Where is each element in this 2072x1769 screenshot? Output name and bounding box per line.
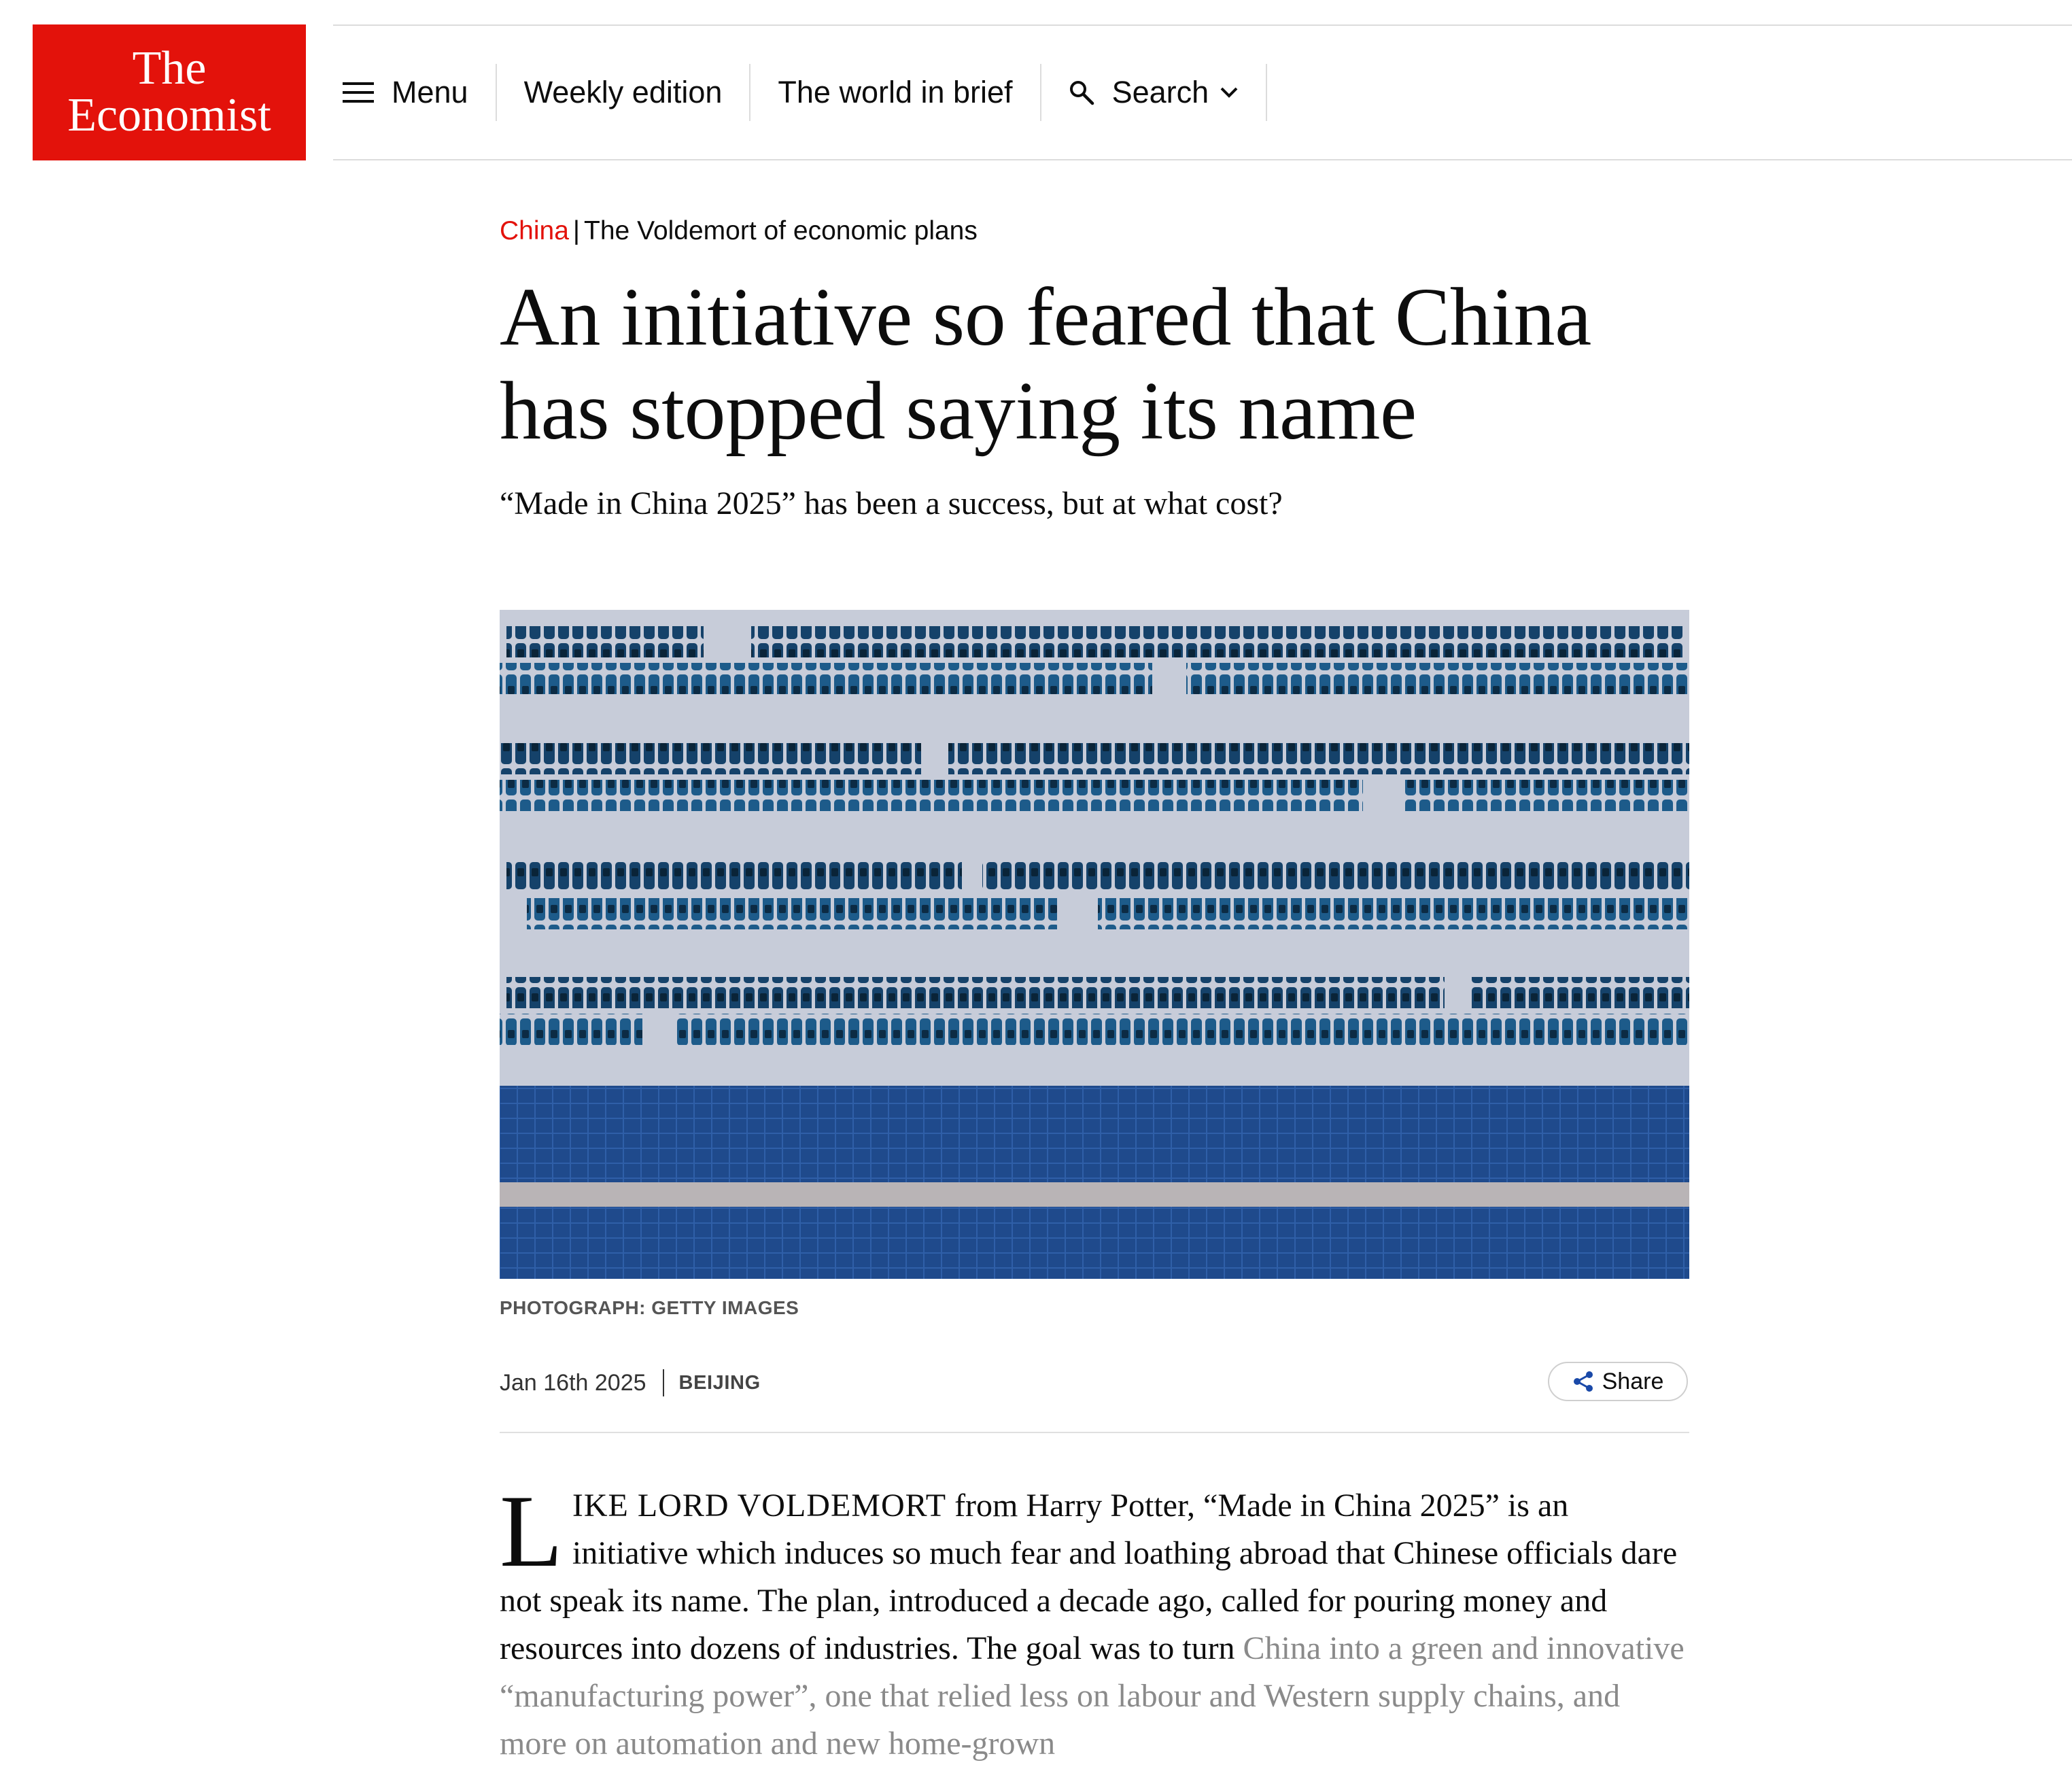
- menu-label: Menu: [392, 75, 468, 109]
- article-kicker: [500, 216, 1689, 246]
- article-body: [500, 1474, 1689, 1768]
- body-paragraph-lead: from Harry Potter, “Made in China 2025” is an initiative which induces so much fear and loathing abroad that Chinese officials dare not speak its name. The plan, introduced a decade ago, called for pouring money and resources into dozens of industries. The goal was to turn: [500, 1488, 1678, 1666]
- nav-link-world-in-brief[interactable]: [750, 64, 1041, 121]
- article-headline: An initiative so feared that China has stopped saying its name: [500, 271, 1591, 457]
- publish-date: Jan 16th 2025: [500, 1369, 646, 1396]
- search-button[interactable]: [1041, 64, 1268, 121]
- main-navigation: [333, 64, 1267, 121]
- share-label: Share: [1602, 1368, 1664, 1394]
- weekly-edition-label: Weekly edition: [523, 75, 723, 109]
- flytitle: The Voldemort of economic plans: [584, 216, 978, 245]
- lead-in-smallcaps: IKE LORD VOLDEMORT: [572, 1488, 947, 1524]
- photo-credit: PHOTOGRAPH: GETTY IMAGES: [500, 1297, 799, 1318]
- logo-line-1: The: [132, 42, 207, 95]
- search-label: Search: [1111, 75, 1209, 109]
- economist-logo[interactable]: [33, 24, 306, 160]
- meta-divider: [663, 1369, 664, 1396]
- hamburger-icon: [343, 81, 374, 104]
- world-in-brief-label: The world in brief: [778, 75, 1013, 109]
- share-button[interactable]: [1548, 1362, 1688, 1401]
- section-link-china[interactable]: China: [500, 216, 569, 245]
- nav-link-weekly-edition[interactable]: [497, 64, 751, 121]
- meta-divider-rule: [500, 1432, 1689, 1433]
- article-standfirst: “Made in China 2025” has been a success, but at what cost?: [500, 485, 1283, 521]
- body-paragraph-faded: China into a green and innovative “manufacturing power”, one that relied less on labour and Western supply chains, and more on automation and new home-grown: [500, 1630, 1685, 1762]
- hero-image: [500, 610, 1689, 1279]
- chevron-down-icon: [1220, 86, 1239, 99]
- share-icon: [1572, 1371, 1594, 1392]
- drop-cap: L: [500, 1474, 563, 1588]
- header-bottom-border: [333, 159, 2072, 160]
- menu-button[interactable]: [333, 64, 497, 121]
- dateline-location: BEIJING: [678, 1371, 761, 1394]
- header-top-border: [333, 24, 2072, 26]
- search-icon: [1069, 80, 1094, 105]
- article-meta: [500, 1369, 1689, 1396]
- kicker-separator: |: [572, 216, 581, 245]
- logo-line-2: Economist: [67, 89, 271, 141]
